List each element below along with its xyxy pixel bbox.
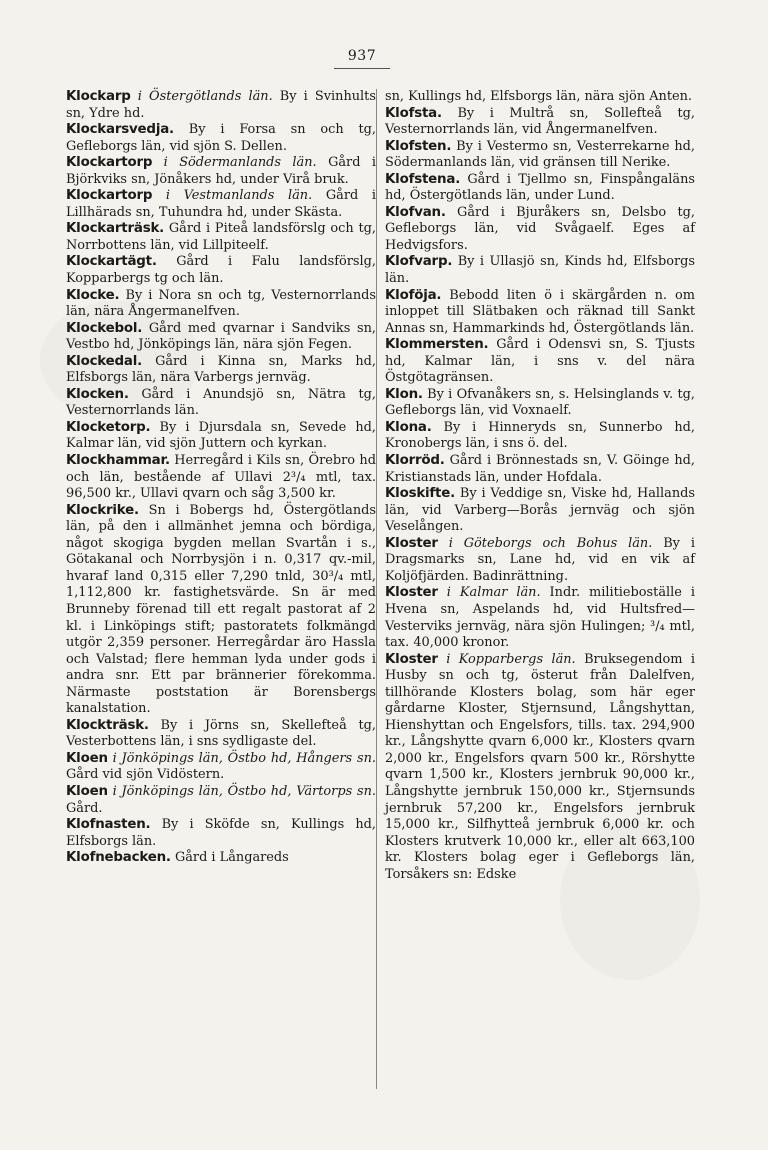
entry-text: Indr. militieboställe i Hvena sn, Aspelands hd, vid Hultsfred—Vesterviks jernväg, nära sjön Hulingen; ³/₄ mtl, tax. 40,000 kronor. (385, 585, 695, 651)
dictionary-entry (66, 354, 376, 387)
entry-text: Gård i Kinna sn, Marks hd, Elfsborgs län, nära Varbergs jernväg. (66, 353, 376, 386)
entry-text: Gård i Lillhärads sn, Tuhundra hd, under Skästa. (66, 188, 377, 220)
entry-headword: Kloskifte. (385, 486, 456, 502)
entry-location: i Östergötlands län. (137, 89, 273, 104)
dictionary-entry (385, 420, 695, 453)
entry-headword: Klockedal. (66, 353, 143, 369)
entry-text: Gård med qvarnar i Sandviks sn, Vestbo hd, Jönköpings län, nära sjön Fegen. (66, 320, 376, 353)
dictionary-entry (66, 155, 376, 188)
entry-text: By i Djursdala sn, Sevede hd, Kalmar län, vid sjön Juttern och kyrkan. (66, 419, 376, 452)
dictionary-entry (66, 221, 376, 254)
dictionary-entry (385, 106, 695, 139)
dictionary-entry (66, 503, 376, 718)
entry-headword: Kloen (66, 783, 108, 799)
entry-headword: Klorröd. (385, 453, 445, 469)
column-divider (376, 89, 377, 1089)
entry-headword: Klofnebacken. (66, 850, 171, 866)
entry-headword: Kloster (385, 651, 438, 667)
dictionary-entry (66, 751, 376, 784)
entry-headword: Klofnasten. (66, 817, 151, 833)
entry-headword: Klockhammar. (66, 453, 170, 469)
entry-location: i Vestmanlands län. (165, 188, 313, 204)
entry-text: By i Dragsmarks sn, Lane hd, vid en vik af Koljöfjärden. Badinrättning. (385, 535, 695, 584)
dictionary-entry (385, 486, 695, 536)
entry-headword: Klommersten. (385, 337, 489, 353)
entry-headword: Klockartägt. (66, 254, 157, 270)
entry-text: Gård i Odensvi sn, S. Tjusts hd, Kalmar län, i sns v. del nära Östgötagränsen. (385, 337, 695, 386)
dictionary-entry (66, 817, 376, 850)
entry-headword: Klofsta. (385, 105, 442, 121)
entry-headword: Klockarp (66, 89, 131, 104)
entry-location: i Göteborgs och Bohus län. (448, 535, 653, 551)
dictionary-entry (385, 172, 695, 205)
entry-headword: Klofvarp. (385, 254, 453, 270)
dictionary-entry (66, 784, 376, 817)
entry-text: Gård i Anundsjö sn, Nätra tg, Vesternorrlands län. (66, 386, 376, 419)
entry-headword: Kloföja. (385, 287, 442, 303)
entry-location: i Södermanlands län. (163, 155, 317, 171)
dictionary-entry (385, 337, 695, 387)
dictionary-entry (66, 718, 376, 751)
entry-location: i Kalmar län. (446, 585, 541, 601)
entry-text: By i Svinhults sn, Ydre hd. (66, 89, 376, 121)
entry-text: Sn i Bobergs hd, Östergötlands län, på den i allmänhet jemna och bördiga, något skogiga bygden mellan Svartån i s., Götakanal och Norrbysjön i n. 0,317 qv.-mil, hvaraf land 0,315 eller 7,290 tnld, 30³/₄ mtl, 1,112,800 kr. fastighetsvärde. Sn är med Brunneby förenad till ett regalt pastorat af 2 kl. i Linköpings stift; pastoratets folkmängd utgör 2,359 personer. Herregårdar äro Hassla och Valstad; flere hemman lyda under gods i andra snr. Ett par brännerier förekomma. Närmaste poststation är Borensbergs kanalstation. (66, 502, 376, 717)
entry-headword: Kloster (385, 535, 438, 551)
entry-headword: Klocke. (66, 287, 120, 303)
entry-headword: Klocken. (66, 386, 129, 402)
dictionary-entry (66, 89, 376, 122)
dictionary-entry (385, 536, 695, 586)
entry-text: By i Jörns sn, Skellefteå tg, Vesterbottens län, i sns sydligaste del. (66, 717, 376, 750)
dictionary-entry (385, 387, 695, 420)
entry-headword: Klofsten. (385, 138, 452, 154)
entry-text: By i Ofvanåkers sn, s. Helsinglands v. tg, Gefleborgs län, vid Voxnaelf. (385, 386, 695, 419)
entry-text: Bruksegendom i Husby sn och tg, österut från Dalelfven, tillhörande Klosters bolag, som här eger gårdarne Kloster, Stjernsund, Långshyttan, Hienshyttan och Engelsfors, tills. tax. 294,900 kr., Långshytte qvarn 6,000 kr., Klosters qvarn 2,000 kr., Engelsfors qvarn 500 kr., Rörshytte qvarn 1,500 kr., Klosters jernbruk 90,000 kr., Långshytte jernbruk 150,000 kr., Stjernsunds jernbruk 57,200 kr., Engelsfors jernbruk 15,000 kr., Silfhytteå jernbruk 6,000 kr. och Klosters krutverk 10,000 kr., eller alt 663,100 kr. Klosters bolag eger i Gefleborgs län, Torsåkers sn: Edske (385, 651, 695, 882)
dictionary-entry (385, 254, 695, 287)
dictionary-entry (385, 288, 695, 338)
entry-headword: Klockebol. (66, 320, 143, 336)
entry-text: By i Forsa sn och tg, Gefleborgs län, vid sjön S. Dellen. (66, 122, 376, 154)
page-number: 937 (347, 48, 377, 64)
entry-headword: Klofvan. (385, 204, 446, 220)
entry-headword: Klockartorp (66, 188, 153, 204)
entry-text: By i Nora sn och tg, Vesternorrlands län, nära Ångermanelfven. (66, 287, 376, 320)
entry-headword: Klockartorp (66, 155, 153, 171)
dictionary-entry (385, 89, 695, 106)
entry-headword: Klockträsk. (66, 717, 149, 733)
dictionary-entry (66, 288, 376, 321)
entry-text: Gård i Björkviks sn, Jönåkers hd, under Virå bruk. (66, 155, 376, 187)
dictionary-entry (385, 139, 695, 172)
entry-text: Gård. (66, 800, 103, 816)
page-number-rule (334, 68, 390, 69)
dictionary-entry (66, 122, 376, 155)
dictionary-entry (385, 453, 695, 486)
entry-text: Gård i Falu landsförslg, Kopparbergs tg och län. (66, 254, 376, 287)
dictionary-entry (385, 585, 695, 651)
dictionary-entry (385, 652, 695, 884)
entry-headword: Klocketorp. (66, 419, 151, 435)
entry-headword: Klockrike. (66, 502, 139, 518)
dictionary-entry (66, 453, 376, 503)
entry-headword: Klona. (385, 419, 432, 435)
entry-location: i Jönköpings län, Östbo hd, Hångers sn. (112, 750, 376, 766)
entry-headword: Klon. (385, 386, 423, 402)
entry-text: By i Veddige sn, Viske hd, Hallands län, vid Varberg—Borås jernväg och sjön Veselången. (385, 486, 695, 535)
entry-headword: Klockarträsk. (66, 221, 165, 237)
entry-text: Bebodd liten ö i skärgården n. om inloppet till Slätbaken och räknad till Sankt Annas sn, Hammarkinds hd, Östergötlands län. (385, 287, 695, 336)
entry-location: i Jönköpings län, Östbo hd, Värtorps sn. (112, 783, 376, 799)
entry-text: sn, Kullings hd, Elfsborgs län, nära sjön Anten. (385, 89, 693, 104)
dictionary-entry (66, 850, 376, 867)
dictionary-entry (66, 254, 376, 287)
entry-headword: Kloen (66, 750, 108, 766)
dictionary-entry (66, 188, 376, 221)
right-column (385, 89, 695, 883)
entry-location: i Kopparbergs län. (446, 651, 576, 667)
entry-text: By i Vestermo sn, Vesterrekarne hd, Södermanlands län, vid gränsen till Nerike. (385, 138, 695, 171)
dictionary-entry (66, 387, 376, 420)
entry-headword: Klofstena. (385, 171, 461, 187)
left-column (66, 89, 376, 867)
entry-text: Gård i Långareds (174, 850, 289, 866)
dictionary-entry (66, 420, 376, 453)
entry-text: By i Sköfde sn, Kullings hd, Elfsborgs län. (66, 817, 376, 849)
dictionary-entry (66, 321, 376, 354)
entry-text: Gård i Brönnestads sn, V. Göinge hd, Kristianstads län, under Hofdala. (385, 453, 695, 485)
entry-text: By i Ullasjö sn, Kinds hd, Elfsborgs län. (385, 254, 695, 287)
entry-text: Gård i Piteå landsförslg och tg, Norrbottens län, vid Lillpiteelf. (66, 221, 376, 253)
entry-text: Gård i Bjuråkers sn, Delsbo tg, Gefleborgs län, vid Svågaelf. Eges af Hedvigsfors. (385, 204, 695, 253)
entry-text: By i Multrå sn, Sollefteå tg, Vesternorrlands län, vid Ångermanelfven. (385, 105, 695, 138)
entry-text: Gård i Tjellmo sn, Finspångaläns hd, Östergötlands län, under Lund. (385, 171, 695, 204)
entry-text: Herregård i Kils sn, Örebro hd och län, bestående af Ullavi 2³/₄ mtl, tax. 96,500 kr., Ullavi qvarn och såg 3,500 kr. (66, 453, 376, 502)
dictionary-entry (385, 205, 695, 255)
entry-text: By i Hinneryds sn, Sunnerbo hd, Kronobergs län, i sns ö. del. (385, 419, 695, 452)
entry-headword: Klockarsvedja. (66, 122, 174, 138)
entry-headword: Kloster (385, 585, 438, 601)
entry-text: Gård vid sjön Vidöstern. (66, 767, 225, 783)
